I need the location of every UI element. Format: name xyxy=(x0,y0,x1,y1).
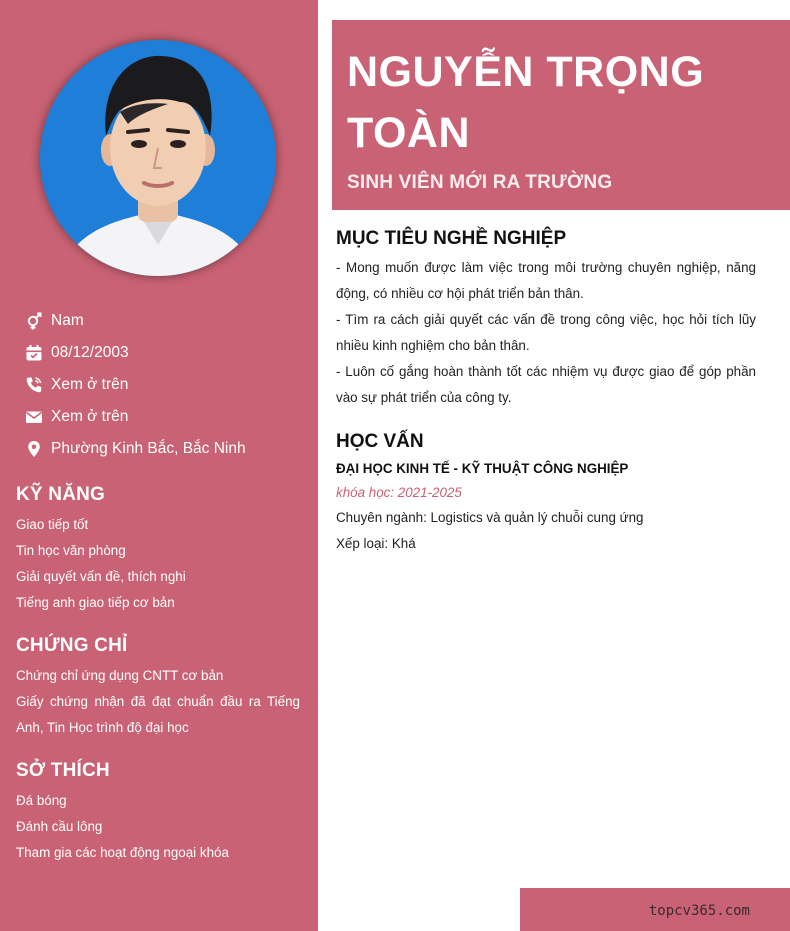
certificate-item: Giấy chứng nhận đã đạt chuẩn đầu ra Tiếng Anh, Tin Học trình độ đại học xyxy=(16,694,300,735)
contact-list xyxy=(24,305,314,465)
full-name xyxy=(347,42,775,164)
mail-icon xyxy=(24,408,43,427)
gender-value: Nam xyxy=(51,312,84,329)
skill-item: Giải quyết vấn đề, thích nghi xyxy=(16,569,186,584)
skills-section xyxy=(16,484,300,616)
contact-gender xyxy=(24,305,314,337)
calendar-icon xyxy=(24,344,43,363)
avatar xyxy=(40,40,276,276)
birthday-value: 08/12/2003 xyxy=(51,344,129,361)
name-header xyxy=(332,20,790,210)
objective-section xyxy=(336,228,756,411)
certificate-item: Chứng chỉ ứng dụng CNTT cơ bản xyxy=(16,668,224,683)
gender-icon xyxy=(24,312,43,331)
portrait-photo xyxy=(40,40,276,276)
full-name-line-1: NGUYỄN TRỌNG xyxy=(347,48,705,96)
hobby-item: Đánh cầu lông xyxy=(16,819,103,834)
hobby-item: Đá bóng xyxy=(16,793,67,808)
school-name: ĐẠI HỌC KINH TẾ - KỸ THUẬT CÔNG NGHIỆP xyxy=(336,461,629,476)
address-value: Phường Kinh Bắc, Bắc Ninh xyxy=(51,440,246,457)
hobbies-title: SỞ THÍCH xyxy=(16,760,110,781)
objective-paragraph: - Mong muốn được làm việc trong môi trường chuyên nghiệp, năng động, có nhiều cơ hội phát triển bản thân. xyxy=(336,260,756,301)
location-icon xyxy=(24,440,43,459)
skill-item: Giao tiếp tốt xyxy=(16,517,89,532)
contact-email xyxy=(24,401,314,433)
objective-title: MỤC TIÊU NGHỀ NGHIỆP xyxy=(336,228,567,249)
skill-item: Tin học văn phòng xyxy=(16,543,126,558)
full-name-line-2: TOÀN xyxy=(347,109,471,157)
certificates-title: CHỨNG CHỈ xyxy=(16,635,128,656)
hobby-item: Tham gia các hoạt động ngoại khóa xyxy=(16,845,229,860)
education-section xyxy=(336,431,756,557)
contact-birthday xyxy=(24,337,314,369)
footer-bar xyxy=(520,888,790,931)
phone-value: Xem ở trên xyxy=(51,376,129,393)
objective-paragraph: - Luôn cố gắng hoàn thành tốt các nhiệm vụ được giao để góp phần vào sự phát triển của công ty. xyxy=(336,364,756,405)
sidebar xyxy=(0,0,318,931)
email-value: Xem ở trên xyxy=(51,408,129,425)
study-period: khóa học: 2021-2025 xyxy=(336,485,462,500)
objective-paragraph: - Tìm ra cách giải quyết các vấn đề trong công việc, học hỏi tích lũy nhiều kinh nghiệm cho bản thân. xyxy=(336,312,756,353)
job-title: SINH VIÊN MỚI RA TRƯỜNG xyxy=(347,172,613,193)
certificates-section xyxy=(16,635,300,741)
education-title: HỌC VẤN xyxy=(336,431,424,452)
rank: Xếp loại: Khá xyxy=(336,536,416,551)
skill-item: Tiếng anh giao tiếp cơ bản xyxy=(16,595,175,610)
major: Chuyên ngành: Logistics và quản lý chuỗi cung ứng xyxy=(336,510,644,525)
hobbies-section xyxy=(16,760,300,866)
contact-address xyxy=(24,433,314,465)
contact-phone xyxy=(24,369,314,401)
phone-icon xyxy=(24,376,43,395)
brand-watermark: topcv365.com xyxy=(648,903,750,919)
skills-title: KỸ NĂNG xyxy=(16,484,106,505)
